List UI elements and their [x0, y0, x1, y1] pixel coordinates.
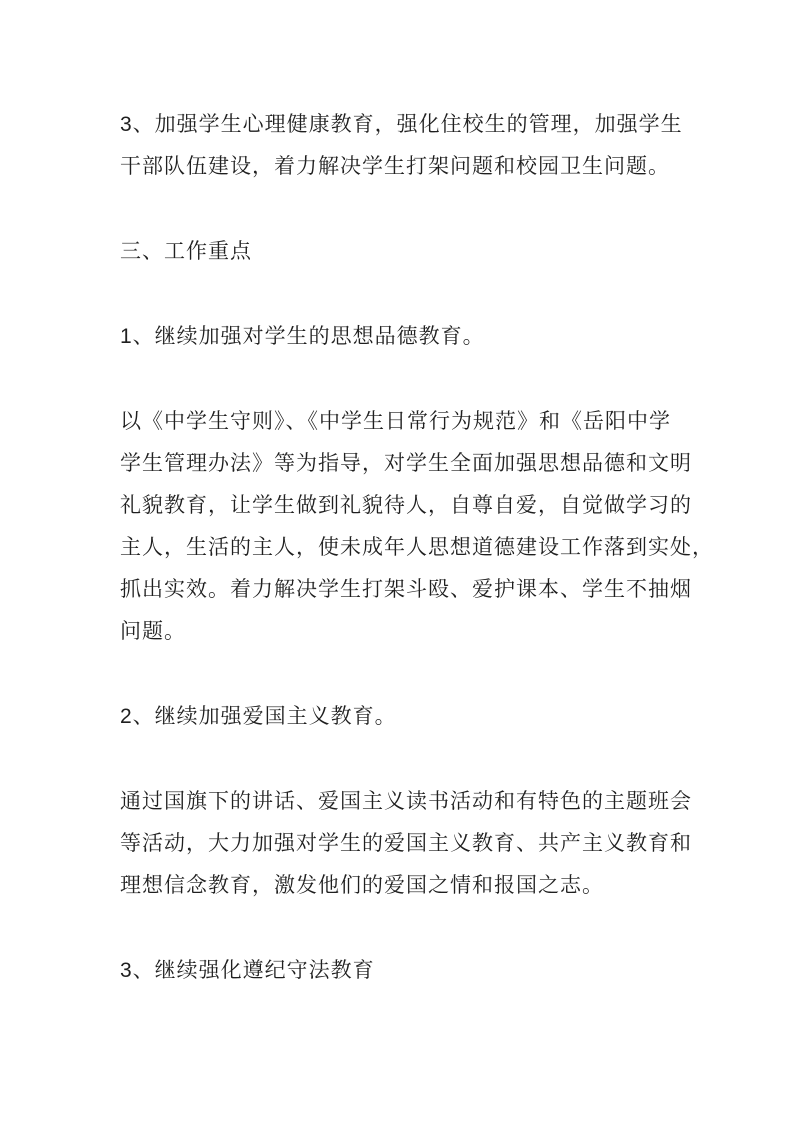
- text-line: 抓出实效。着力解决学生打架斗殴、爱护课本、学生不抽烟: [120, 578, 692, 601]
- para-item-1-title: [120, 316, 713, 358]
- para-item-1-body: [120, 401, 713, 653]
- para-item-2-body: [120, 781, 713, 907]
- text-line: 干部队伍建设，着力解决学生打架问题和校园卫生问题。: [120, 155, 670, 178]
- para-psych-health-education: [120, 104, 713, 188]
- text-line: 3、加强学生心理健康教育，强化住校生的管理，加强学生: [120, 113, 683, 136]
- text-line: 以《中学生守则》、《中学生日常行为规范》和《岳阳中学: [120, 410, 671, 433]
- text-line: 理想信念教育，激发他们的爱国之情和报国之志。: [120, 874, 604, 897]
- text-line: 三、工作重点: [120, 240, 252, 263]
- para-item-2-title: [120, 696, 713, 738]
- text-line: 3、继续强化遵纪守法教育: [120, 959, 375, 982]
- text-line: 等活动，大力加强对学生的爱国主义教育、共产主义教育和: [120, 832, 692, 855]
- text-line: 学生管理办法》等为指导，对学生全面加强思想品德和文明: [120, 452, 692, 475]
- para-item-3-title: [120, 950, 713, 992]
- text-line: 2、继续加强爱国主义教育。: [120, 705, 397, 728]
- text-line: 问题。: [120, 620, 186, 643]
- heading-work-priorities: [120, 231, 713, 273]
- text-line: 礼貌教育，让学生做到礼貌待人，自尊自爱，自觉做学习的: [120, 494, 692, 517]
- text-line: 1、继续加强对学生的思想品德教育。: [120, 325, 485, 348]
- text-line: 通过国旗下的讲话、爱国主义读书活动和有特色的主题班会: [120, 790, 692, 813]
- text-line: 主人，生活的主人，使未成年人思想道德建设工作落到实处，: [120, 536, 714, 559]
